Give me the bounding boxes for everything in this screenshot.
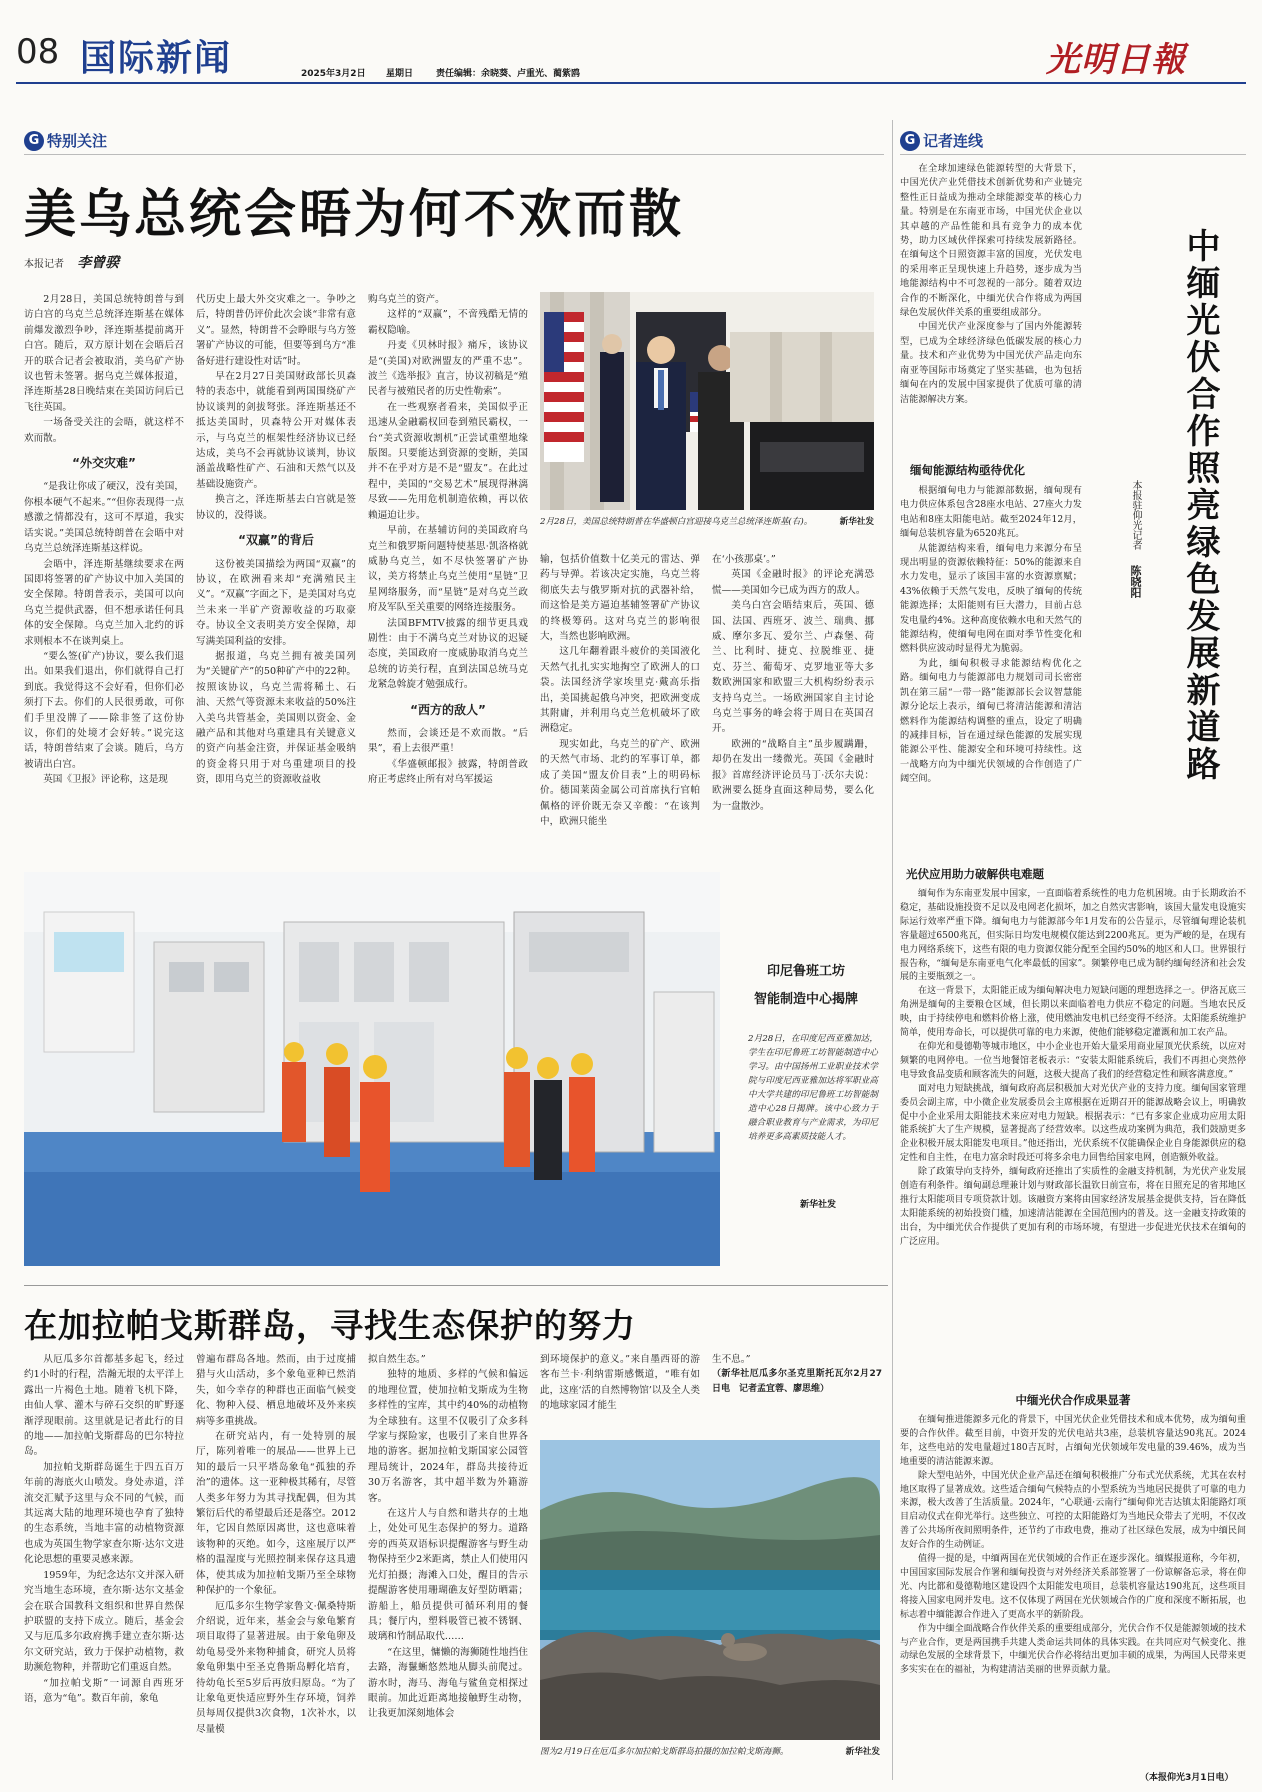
- paragraph: 早前，在基辅访问的美国政府乌克兰和俄罗斯问题特使基思·凯洛格就威胁乌克兰，如不尽快签署矿产协议，美方将禁止乌克兰使用“星链”卫星网络服务，而“星链”是对乌克兰政府及军队至关重要的网络连接服务。: [368, 525, 528, 614]
- side-byline-label: 本报驻仰光记者: [1130, 480, 1141, 550]
- paragraph: “是我让你成了硬汉，没有美国，你根本硬气不起来。”“但你表现得一点感激之情都没有，这可不厚道，我实话实说。”美国总统特朗普在会晤中对乌克兰总统泽连斯基这样说。: [24, 481, 184, 555]
- side-section-1: [900, 484, 1082, 860]
- workshop-caption-text: 2月28日，在印度尼西亚雅加达，学生在印尼鲁班工坊智能制造中心学习。由中国扬州工业职业技术学院与印度尼西亚雅加达将军职业高中大学共建的印尼鲁班工坊智能制造中心28日揭牌。该中心致力于融合职业教育与产业需求，为印尼培养更多高素质技能人才。: [748, 1034, 878, 1142]
- paragraph: 作为中缅全面战略合作伙伴关系的重要组成部分，光伏合作不仅是能源领域的技术与产业合作，更是两国携手共建人类命运共同体的具体实践。在共同应对气候变化、推动绿色发展的全球背景下，中缅光伏合作必将结出更加丰硕的成果，为两国人民带来更多实实在在的福祉，为构建清洁美丽的世界贡献力量。: [900, 1623, 1246, 1676]
- paragraph: 在仰光和曼德勒等城市地区，中小企业也开始大量采用商业屋顶光伏系统，以应对频繁的电网停电。一位当地餐馆老板表示：“安装太阳能系统后，我们不再担心突然停电导致食品变质和顾客流失的问题，这极大提高了我们的经营稳定性和顾客满意度。”: [900, 1041, 1246, 1080]
- bottom-col-4: [540, 1352, 700, 1432]
- galapagos-headline: 在加拉帕戈斯群岛，寻找生态保护的努力: [24, 1306, 636, 1345]
- galapagos-dateline: （新华社厄瓜多尔圣克里斯托瓦尔2月27日电 记者孟宜蓉、廖思维）: [712, 1369, 882, 1395]
- paragraph: 缅甸作为东南亚发展中国家，一直面临着系统性的电力危机困境。由于长期政治不稳定，基础设施投资不足以及电网老化损坏，加之自然灾害影响，该国大量发电设施实际运行效率严重下降。缅甸电力与能源部今年1月发布的公告显示，尽管缅甸理论装机容量超过6500兆瓦，但实际日均发电规模仅能达到2200兆瓦。更为严峻的是，在现有电力网络系统下，这些有限的电力资源仅能分配至全国约50%的地区和人口。世界银行报告称，“缅甸是东南亚电气化率最低的国家”。频繁停电已成为制约缅甸经济和社会发展的主要瓶颈之一。: [900, 889, 1246, 983]
- side-dateline: （本报仰光3月1日电）: [1140, 1773, 1234, 1783]
- paragraph: 曾遍布群岛各地。然而，由于过度捕猎与火山活动，多个象龟亚种已然消失，如今幸存的种群也正面临气候变化、物种入侵、栖息地破坏及外来疾病等多重挑战。: [196, 1354, 356, 1427]
- paragraph: 早在2月27日美国财政部长贝森特的表态中，就能看到两国围绕矿产协议谈判的剑拔弩张。泽连斯基还不抵达美国时，贝森特公开对媒体表示，与乌克兰的框架性经济协议已经达成，美乌不会再就协议谈判，协议涵盖战略性矿产、石油和天然气以及基础设施资产。: [196, 371, 356, 490]
- paragraph: 会晤中，泽连斯基继续要求在两国即将签署的矿产协议中加入美国的安全保障。特朗普表示，美国可以向乌克兰提供武器，但不想承诺任何具体的安全保障。乌克兰加入北约的诉求则根本不在谈判桌上。: [24, 558, 184, 647]
- paragraph: 在一些观察者看来，美国似乎正迅速从金融霸权回卷到殖民霸权，一台“美式资源收割机”正尝试重塑地缘版图。只要能达到资源的变断，美国并不在乎对方是不是“盟友”。在此过程中，美国的“交易艺术”展现得淋漓尽致——先用危机制造依赖，再以依赖逼迫让步。: [368, 401, 528, 521]
- paragraph: 这份被美国描绘为两国“双赢”的协议，在欧洲看来却“充满殖民主义”。“双赢”字面之下，是美国对乌克兰未来一半矿产资源收益的巧取豪夺。协议全文表明美方安全保障，却写满美国利益的安排。: [196, 558, 356, 647]
- paragraph: 1959年，为纪念达尔文并深入研究当地生态环境，查尔斯·达尔文基金会在联合国教科文组织和世界自然保护联盟的支持下成立。随后，基金会又与厄瓜多尔政府携手建立查尔斯·达尔文研究站，致力于保护动植物，救助濒危物种，并帮助它们重返自然。: [24, 1569, 184, 1674]
- paragraph: 为此，缅甸积极寻求能源结构优化之路。缅甸电力与能源部电力规划司司长密密凯在第三届“一带一路”能源部长会议智慧能源分论坛上表示，缅甸已将清洁能源和清洁燃料作为能源结构调整的重点，设定了明确的减排目标，旨在通过绿色能源的发展实现能源公平性、能源安全和环境可持续性。这一战略方向为中缅光伏领域的合作创造了广阔空间。: [900, 657, 1082, 785]
- paragraph: 除大型电站外，中国光伏企业产品还在缅甸积极推广分布式光伏系统，尤其在农村地区取得了显著成效。这些适合缅甸气候特点的小型系统为当地居民提供了可靠的电力来源，极大改善了生活质量。2024年，“心联通·云南行”缅甸仰光吉达镇太阳能路灯项目启动仪式在仰光举行。这些独立、可控的太阳能路灯为当地民众带去了光明，不仅改善了公共场所夜间照明条件，还节约了市政电费，推动了社区绿色发展，成为中缅民间友好合作的生动例证。: [900, 1470, 1246, 1551]
- paragraph: 这样的“双赢”，不啻残酷无情的霸权隐喻。: [368, 309, 528, 336]
- g-badge-icon: G: [900, 131, 920, 151]
- paragraph: 厄瓜多尔生物学家鲁文·佩桑特斯介绍说，近年来，基金会与象龟繁育项目取得了显著进展。由于象龟卵及幼龟易受外来物种捕食，研究人员将象龟卵集中至圣克鲁斯岛孵化培育，待幼龟长至5岁后再放归原岛。“为了让象龟更快适应野外生存环境，饲养员每周仅提供3次食物，1次补水，以尽量模: [196, 1600, 356, 1735]
- special-focus-tag: [24, 130, 107, 151]
- subheading-energy-structure: 缅甸能源结构亟待优化: [910, 463, 1025, 477]
- paragraph: 代历史上最大外交灾难之一。争吵之后，特朗普仍评价此次会谈“非常有意义”。显然，特朗普不会睁眼与乌方签署矿产协议的可能，但要等到乌方“准备好进行建设性对话”时。: [196, 294, 356, 367]
- side-byline-name: 陈晓阳: [1129, 565, 1142, 599]
- paragraph: 从厄瓜多尔首都基多起飞，经过约1小时的行程，浩瀚无垠的太平洋上露出一片褐色土地。随着飞机下降，由仙人掌、灌木与碎石交织的旷野逐渐浮现眼前。这里就是记者此行的目的地——加拉帕戈斯群岛的巴尔特拉岛。: [24, 1354, 184, 1458]
- paragraph: 除了政策导向支持外，缅甸政府还推出了实质性的金融支持机制，为光伏产业发展创造有利条件。缅甸副总理兼计划与财政部长温钦日前宣布，将在日照充足的省邦地区推行太阳能项目专项贷款计划。该融资方案将由国家经济发展基金提供支持，旨在降低太阳能系统的初始投资门槛，加速清洁能源在全国范围内的普及。这一金融支持政策的出台，为中缅光伏合作提供了更加有利的市场环境，有望进一步促进光伏技术在缅甸的广泛应用。: [900, 1167, 1246, 1247]
- masthead: [16, 30, 1246, 78]
- editor-credits: 责任编辑：余晓葵、卢重光、蔺紫鸥: [436, 69, 581, 79]
- bottom-col-1: [24, 1352, 184, 1788]
- main-col-5: [712, 552, 874, 812]
- paragraph: 输，包括价值数十亿美元的雷达、弹药与导弹。若该决定实施，乌克兰将彻底失去与俄罗斯对抗的武器补给，而这恰是美方逼迫基辅签署矿产协议的终极筹码。这对乌克兰的影响很大，当然也影响欧洲。: [540, 554, 700, 643]
- paragraph: 到环境保护的意义。”来自墨西哥的游客布兰卡·利纳雷斯感慨道，“唯有如此，这座‘活的自然博物馆’以及全人类的地球家园才能生: [540, 1354, 700, 1412]
- paragraph: 《华盛顿邮报》披露，特朗普政府正考虑终止所有对乌军援运: [368, 758, 528, 786]
- paragraph: 面对电力短缺挑战，缅甸政府高层积极加大对光伏产业的支持力度。缅甸国家管理委员会副主席，中小微企业发展委员会主席根据在近期召开的能源战略会议上，明确敦促中小企业采用太阳能技术来应对电力短缺。根据表示：“已有多家企业成功应用太阳能系统扩大了生产规模，显著提高了经营效率。以这些成功案例为典范，我们鼓励更多企业积极开展太阳能发电项目。”他还指出，光伏系统不仅能确保企业自身能源供应的稳定性和自主性，在电力富余时段还可将多余电力回售给国家电网，创造额外收益。: [900, 1083, 1246, 1164]
- side-vertical-byline: [1128, 480, 1142, 598]
- sea-lion-photo: [540, 1440, 880, 1740]
- main-col-1: [24, 292, 184, 786]
- byline-label: 本报记者: [24, 259, 64, 270]
- subheading-enemy-of-west: “西方的敌人”: [410, 702, 486, 717]
- workshop-photo-credit: 新华社发: [800, 1200, 837, 1210]
- sea-lion-photo-illustration: [540, 1440, 880, 1740]
- masthead-rule: [16, 82, 1246, 84]
- paragraph: 根据缅甸电力与能源部数据，缅甸现有电力供应体系包含28座水电站、27座火力发电站和8座太阳能电站。截至2024年12月，缅甸总装机容量为6520兆瓦。: [900, 485, 1082, 540]
- workshop-photo-illustration: [24, 872, 720, 1266]
- newspaper-logo: 光明日報: [1046, 40, 1186, 80]
- main-headline: 美乌总统会晤为何不欢而散: [24, 184, 685, 245]
- paragraph: 在全球加速绿色能源转型的大背景下，中国光伏产业凭借技术创新优势和产业链完整性正日益成为推动全球能源变革的核心力量。特别是在东南亚市场，中国光伏企业以其卓越的产品性能和具有竞争力的成本优势，助力区域伙伴探索可持续发展新路径。在缅甸这个日照资源丰富的国度，光伏发电的采用率正呈现快速上升趋势，逐步成为当地能源结构中不可忽视的一部分。随着双边合作的不断深化，中缅光伏合作将成为两国绿色发展伙伴关系的重要组成部分。: [900, 163, 1082, 319]
- paragraph: 美乌白宫会晤结束后，英国、德国、法国、西班牙、波兰、瑞典、挪威、摩尔多瓦、爱尔兰、卢森堡、荷兰、比利时、捷克、拉脱维亚、捷克、芬兰、葡萄牙、克罗地亚等大多数欧洲国家和欧盟三大机构纷纷表示支持乌克兰。一场欧洲国家自主讨论乌克兰事务的峰会将于周日在英国召开。: [712, 600, 874, 735]
- side-intro: [900, 162, 1082, 452]
- paragraph: 在缅甸推进能源多元化的背景下，中国光伏企业凭借技术和成本优势，成为缅甸重要的合作伙伴。截至目前，中资开发的光伏电站共3座，总装机容量达90兆瓦。2024年，这些电站的发电量超过180吉瓦时，占缅甸光伏领域年发电量的39.46%，成为当地重要的清洁能源来源。: [900, 1415, 1246, 1467]
- main-col-3: [368, 292, 528, 786]
- paragraph: 据报道，乌克兰拥有被美国列为“关键矿产”的50种矿产中的22种。按照该协议，乌克兰需将稀土、石油、天然气等资源未来收益的50%注入美乌共管基金，美国则以资金、金融产品和其他对乌重建具有关键意义的资产向基金注资，并保证基金吸纳的资金将只用于对乌重建项目的投资，即用乌克兰的资源收益收: [196, 650, 356, 786]
- issue-weekday: 星期日: [386, 69, 414, 79]
- paragraph: “加拉帕戈斯”一词源自西班牙语，意为“龟”。数百年前，象龟: [24, 1677, 184, 1704]
- paragraph: 2月28日，美国总统特朗普与到访白宫的乌克兰总统泽连斯基在媒体前爆发激烈争吵，泽连斯基提前离开白宫。随后，双方原计划在会晤后召开的联合记者会被取消，美乌矿产协议也暂未签署。据乌克兰媒体报道，泽连斯基28日晚结束在美国访问后已飞往英国。: [24, 294, 184, 413]
- main-byline: [24, 252, 119, 272]
- photo-caption-text: 2月28日，美国总统特朗普在华盛顿白宫迎接乌克兰总统泽连斯基(右)。: [540, 517, 813, 527]
- paragraph: 法国BFMTV披露的细节更具戏剧性：由于不满乌克兰对协议的迟疑态度，美国政府一度威胁取消乌克兰总统的访美行程，直到法国总统马克龙紧急斡旋才勉强成行。: [368, 617, 528, 691]
- paragraph: 加拉帕戈斯群岛诞生于四五百万年前的海底火山喷发。身处赤道，洋流交汇赋予这里与众不同的气候，而其远离大陆的地理环境也孕育了独特的生态系统，当地丰富的动植物资源也成为英国生物学家查尔斯·达尔文进化论思想的重要灵感来源。: [24, 1461, 184, 1566]
- photo-credit: 新华社发: [839, 517, 874, 527]
- paragraph: 英国《卫报》评论称，这是现: [43, 774, 168, 786]
- paragraph: 在‘小孩那桌’。”: [712, 554, 776, 565]
- g-badge-icon: G: [24, 131, 44, 151]
- bottom-story-rule: [24, 1285, 888, 1286]
- subheading-win-win: “双赢”的背后: [238, 533, 314, 548]
- luban-workshop-headline: [726, 958, 886, 1014]
- paragraph: 生不息。”: [712, 1354, 751, 1365]
- side-tag-rule: [900, 154, 1246, 155]
- paragraph: 英国《金融时报》的评论充满恐慌——美国如今已成为西方的敌人。: [712, 569, 874, 596]
- section-title: 国际新闻: [80, 37, 233, 79]
- white-house-photo-illustration: [540, 292, 874, 510]
- bottom-col-5: [712, 1352, 882, 1432]
- paragraph: “要么签(矿产)协议，要么我们退出。如果我们退出，你们就得自己打到底。我觉得这不会好看，但你们必须打下去。你们的人民很勇敢，可你们手里没牌了——除非签了这份协议，你们的处境才会好转。”说完这话，特朗普结束了会谈。随后，乌方被请出白宫。: [24, 650, 184, 770]
- side-section-3: [900, 1414, 1246, 1768]
- paragraph: 丹麦《贝林时报》痛斥，该协议是“(美国)对欧洲盟友的严重不忠”。波兰《选举报》直言，协议初稿是“殖民者与被殖民者的历史性勒索”。: [368, 340, 528, 398]
- tag-rule: [24, 154, 884, 155]
- paragraph: 这几年翻着跟斗疲价的美国液化天然气扎扎实实地掏空了欧洲人的口袋。法国经济学家埃里克·戴高乐指出，美国挑起俄乌冲突，把欧洲变成其附庸，并利用乌克兰危机破坏了欧洲稳定。: [540, 646, 700, 735]
- paragraph: 在这片人与自然和谐共存的土地上，处处可见生态保护的努力。道路旁的西英双语标识提醒游客与野生动物保持至少2米距离，禁止人们使用闪光灯拍摄；海滩入口处，醒目的告示提醒游客使用珊瑚礁友好型防晒霜；游船上，船员提供可循环利用的餐具；餐厅内，塑料吸管已被不锈钢、玻璃和竹制品取代……: [368, 1508, 528, 1643]
- paragraph: 值得一提的是，中缅两国在光伏领域的合作正在逐步深化。缅媒报道称，今年初，中国国家国际发展合作署和缅甸投资与对外经济关系部签署了一份谅解备忘录，将在仰光、内比都和曼德勒地区建设四个太阳能发电项目，总装机容量达190兆瓦，这些项目将接入国家电网并发电。这不仅体现了两国在光伏领域合作的广度和深度不断拓展，也标志着中缅能源合作进入了更高水平的新阶段。: [900, 1554, 1246, 1620]
- paragraph: 一场备受关注的会晤，就这样不欢而散。: [24, 417, 184, 444]
- white-house-photo-caption: [540, 516, 874, 550]
- paragraph: 在研究站内，有一处特别的展厅，陈列着唯一的展品——世界上已知的最后一只平塔岛象龟“孤独的乔治”的遗体。这一亚种极其稀有，尽管人类多年努力为其寻找配偶，但为其繁衍后代的希望最后还是落空。2012年，它因自然原因离世，这也意味着该物种的灭绝。如今，这座展厅以严格的温湿度与光照控制来保存这具遗体，使其成为加拉帕戈斯乃至全球物种保护的一个象征。: [196, 1431, 356, 1597]
- paragraph: 独特的地质、多样的气候和偏远的地理位置，使加拉帕戈斯成为生物多样性的宝库，其中约40%的动植物为全球独有。这里不仅吸引了众多科学家与探险家，也吸引了来自世界各地的游客。据加拉帕戈斯国家公园管理局统计，2024年，群岛共接待近30万名游客，其中超半数为外籍游客。: [368, 1369, 528, 1504]
- issue-date: 2025年3月2日: [301, 69, 366, 79]
- paragraph: 换言之，泽连斯基去白宫就是签协议的，没得谈。: [196, 494, 356, 521]
- tag-label: 特别关注: [47, 132, 108, 150]
- luban-workshop-caption: [748, 1032, 878, 1190]
- paragraph: 然而，会谈还是不欢而散。“后果”，看上去很严重！: [368, 727, 528, 755]
- subheading-cooperation-results: 中缅光伏合作成果显著: [1015, 1393, 1131, 1407]
- white-house-photo: [540, 292, 874, 510]
- workshop-title-line-1: 印尼鲁班工坊: [766, 964, 845, 979]
- page-number: 08: [16, 32, 60, 72]
- bottom-col-2: [196, 1352, 356, 1788]
- right-column-divider: [892, 120, 893, 1780]
- subheading-diplomatic-disaster: “外交灾难”: [72, 456, 136, 471]
- side-section-2: [900, 888, 1246, 1358]
- reporter-connection-tag: [900, 130, 983, 151]
- side-vertical-headline: 中缅光伏合作照亮绿色发展新道路: [1180, 228, 1220, 783]
- workshop-title-line-2: 智能制造中心揭牌: [753, 992, 858, 1007]
- subheading-pv-power-supply: 光伏应用助力破解供电难题: [906, 867, 1044, 881]
- main-col-2: [196, 292, 356, 786]
- paragraph: 拟自然生态。”: [368, 1354, 426, 1365]
- sea-lion-caption: [540, 1746, 880, 1780]
- sea-lion-credit: 新华社发: [845, 1747, 880, 1757]
- bottom-col-3: [368, 1352, 528, 1788]
- paragraph: 欧洲的“战略自主”虽步履蹒跚，却仍在发出一缕微光。英国《金融时报》首席经济评论员马丁·沃尔夫说：欧洲要么挺身直面这种局势，要么化为一盘散沙。: [712, 738, 874, 812]
- byline-name: 李曾骙: [77, 255, 120, 271]
- paragraph: 现实如此，乌克兰的矿产、欧洲的天然气市场、北约的军事订单，都成了美国“盟友价目表”上的明码标价。德国莱茵金属公司首席执行官帕佩格的评价既无奈又辛酸：“在该判中，欧洲只能坐: [540, 738, 700, 827]
- paragraph: 购乌克兰的资产。: [368, 294, 445, 305]
- paragraph: 从能源结构来看，缅甸电力来源分布呈现出明显的资源依赖特征：50%的能源来自水力发电，显示了该国丰富的水资源禀赋；43%依赖于天然气发电，反映了缅甸的传统能源选择；太阳能则有巨大潜力，目前占总发电量约4%。这种高度依赖水电和天然气的能源结构，使缅甸电网在面对季节性变化和燃料供应波动时显得尤为脆弱。: [900, 542, 1082, 655]
- paragraph: 在这一背景下，太阳能正成为缅甸解决电力短缺问题的理想选择之一。伊洛瓦底三角洲是缅甸的主要粮仓区域，但长期以来面临着电力供应不稳定的问题。当地农民反映，由于持续停电和燃料价格上涨，使用燃油发电机已经变得不经济。太阳能系统维护简单，使用寿命长，可以提供可靠的电力来源，使他们能够稳定灌溉和加工农产品。: [900, 986, 1246, 1039]
- paragraph: “在这里，慵懒的海狮随性地挡住去路，海鬣蜥悠然地从脚头前爬过。游水时，海马、海龟与鲨鱼竞相探过眼前。加此近距离地接触野生动物，让我更加深刻地体会: [368, 1646, 528, 1720]
- luban-workshop-photo: [24, 872, 720, 1266]
- paragraph: 中国光伏产业深度参与了国内外能源转型，已成为全球经济绿色低碳发展的核心力量。技术和产业优势为中国光伏产品走向东南亚等国际市场奠定了坚实基础，也为包括缅甸在内的发展中国家提供了优质可靠的清洁能源解决方案。: [900, 321, 1082, 405]
- sea-lion-caption-text: 图为2月19日在厄瓜多尔加拉帕戈斯群岛拍摄的加拉帕戈斯海狮。: [540, 1747, 789, 1757]
- tag-label: 记者连线: [923, 132, 984, 150]
- main-col-4: [540, 552, 700, 827]
